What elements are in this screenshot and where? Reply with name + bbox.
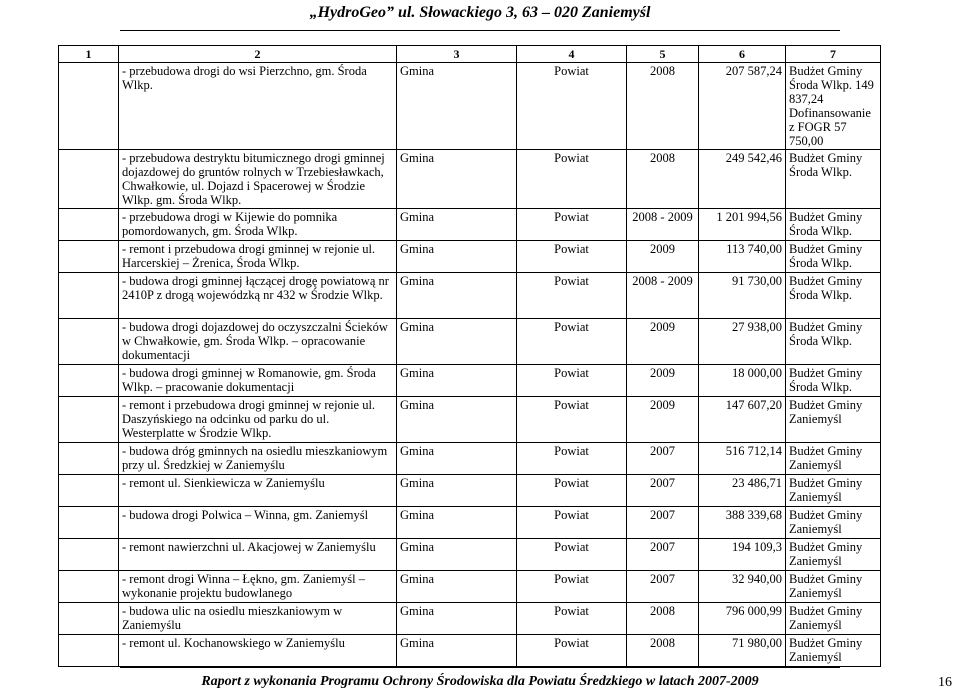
table-cell-num — [59, 150, 119, 209]
table-cell-num — [59, 571, 119, 603]
table-cell-year: 2007 — [627, 475, 699, 507]
table-cell-inv: Gmina — [397, 539, 517, 571]
table-cell-cost: 249 542,46 — [699, 150, 786, 209]
header-rule — [120, 30, 840, 31]
table-cell-desc: - budowa drogi dojazdowej do oczyszczalni Ścieków w Chwałkowie, gm. Środa Wlkp. – opracowanie dokumentacji — [119, 319, 397, 365]
table-cell-fund: Budżet Gminy Środa Wlkp. — [786, 365, 881, 397]
table-row — [59, 365, 881, 397]
table-cell-inv: Gmina — [397, 507, 517, 539]
table-row — [59, 539, 881, 571]
table-cell-inv: Gmina — [397, 241, 517, 273]
table-cell-cost: 194 109,3 — [699, 539, 786, 571]
table-row — [59, 63, 881, 150]
table-cell-cost: 91 730,00 — [699, 273, 786, 319]
table-cell-fund: Budżet Gminy Zaniemyśl — [786, 571, 881, 603]
table-cell-year: 2009 — [627, 365, 699, 397]
table-cell-num — [59, 539, 119, 571]
table-row — [59, 150, 881, 209]
table-cell-inv: Gmina — [397, 397, 517, 443]
table-cell-cost: 1 201 994,56 — [699, 209, 786, 241]
table-cell-exec: Powiat — [517, 571, 627, 603]
table-cell-exec: Powiat — [517, 241, 627, 273]
table-row — [59, 319, 881, 365]
table-cell-fund: Budżet Gminy Zaniemyśl — [786, 635, 881, 667]
table-row — [59, 603, 881, 635]
table-row — [59, 209, 881, 241]
table-cell-desc: - przebudowa drogi do wsi Pierzchno, gm. Środa Wlkp. — [119, 63, 397, 150]
table-cell-inv: Gmina — [397, 443, 517, 475]
table-cell-num — [59, 365, 119, 397]
table-cell-cost: 18 000,00 — [699, 365, 786, 397]
table-cell-desc: - remont ul. Sienkiewicza w Zaniemyślu — [119, 475, 397, 507]
table-cell-inv: Gmina — [397, 150, 517, 209]
table-cell-desc: - remont i przebudowa drogi gminnej w rejonie ul. Daszyńskiego na odcinku od parku do ul. Westerplatte w Środzie Wlkp. — [119, 397, 397, 443]
table-cell-year: 2007 — [627, 507, 699, 539]
table-cell-desc: - przebudowa destryktu bitumicznego drogi gminnej dojazdowej do gruntów rolnych w Trzebiesławkach, Chwałkowie, ul. Dojazd i Spacerowej w Środzie Wlkp. gm. Środa Wlkp. — [119, 150, 397, 209]
table-cell-year: 2007 — [627, 571, 699, 603]
table-cell-cost: 796 000,99 — [699, 603, 786, 635]
table-cell-exec: Powiat — [517, 319, 627, 365]
table-row — [59, 507, 881, 539]
footer-rule — [120, 667, 840, 668]
column-header: 5 — [627, 46, 699, 63]
table-cell-inv: Gmina — [397, 209, 517, 241]
column-header: 3 — [397, 46, 517, 63]
table-cell-year: 2008 — [627, 635, 699, 667]
table-cell-fund: Budżet Gminy Środa Wlkp. — [786, 241, 881, 273]
table-cell-fund: Budżet Gminy Środa Wlkp. — [786, 209, 881, 241]
table-row — [59, 475, 881, 507]
table-cell-cost: 207 587,24 — [699, 63, 786, 150]
table-cell-exec: Powiat — [517, 539, 627, 571]
table-cell-year: 2008 - 2009 — [627, 209, 699, 241]
table-row — [59, 273, 881, 319]
table-cell-exec: Powiat — [517, 603, 627, 635]
table-cell-fund: Budżet Gminy Zaniemyśl — [786, 603, 881, 635]
table-cell-cost: 388 339,68 — [699, 507, 786, 539]
table-cell-cost: 71 980,00 — [699, 635, 786, 667]
table-cell-exec: Powiat — [517, 273, 627, 319]
table-cell-inv: Gmina — [397, 603, 517, 635]
table-cell-year: 2008 — [627, 603, 699, 635]
table-cell-num — [59, 475, 119, 507]
table-row — [59, 241, 881, 273]
table-cell-exec: Powiat — [517, 209, 627, 241]
table-header-row — [59, 46, 881, 63]
table-cell-cost: 27 938,00 — [699, 319, 786, 365]
table-cell-num — [59, 209, 119, 241]
table-cell-desc: - remont drogi Winna – Łękno, gm. Zaniemyśl – wykonanie projektu budowlanego — [119, 571, 397, 603]
table-cell-num — [59, 319, 119, 365]
table-cell-exec: Powiat — [517, 397, 627, 443]
table-cell-num — [59, 635, 119, 667]
table-cell-num — [59, 507, 119, 539]
column-header: 2 — [119, 46, 397, 63]
page-header: „HydroGeo” ul. Słowackiego 3, 63 – 020 Zaniemyśl — [309, 4, 651, 21]
table-cell-exec: Powiat — [517, 443, 627, 475]
table-cell-desc: - remont i przebudowa drogi gminnej w rejonie ul. Harcerskiej – Żrenica, Środa Wlkp. — [119, 241, 397, 273]
column-header: 1 — [59, 46, 119, 63]
table-cell-desc: - remont nawierzchni ul. Akacjowej w Zaniemyślu — [119, 539, 397, 571]
table-cell-year: 2009 — [627, 319, 699, 365]
table-cell-desc: - budowa drogi gminnej łączącej drogę powiatową nr 2410P z drogą wojewódzką nr 432 w Środzie Wlkp. — [119, 273, 397, 319]
table-cell-inv: Gmina — [397, 273, 517, 319]
table-cell-cost: 113 740,00 — [699, 241, 786, 273]
table-cell-inv: Gmina — [397, 571, 517, 603]
table-row — [59, 397, 881, 443]
table-cell-fund: Budżet Gminy Środa Wlkp. — [786, 273, 881, 319]
table-cell-exec: Powiat — [517, 365, 627, 397]
table-cell-year: 2008 — [627, 150, 699, 209]
table-cell-fund: Budżet Gminy Zaniemyśl — [786, 443, 881, 475]
table-row — [59, 443, 881, 475]
table-cell-cost: 32 940,00 — [699, 571, 786, 603]
table-cell-year: 2009 — [627, 241, 699, 273]
table-cell-num — [59, 443, 119, 475]
column-header: 4 — [517, 46, 627, 63]
table-row — [59, 635, 881, 667]
table-cell-exec: Powiat — [517, 507, 627, 539]
column-header: 6 — [699, 46, 786, 63]
table-cell-num — [59, 397, 119, 443]
page-footer: Raport z wykonania Programu Ochrony Środowiska dla Powiatu Średzkiego w latach 2007-2009 — [201, 674, 759, 689]
table-cell-inv: Gmina — [397, 63, 517, 150]
table-cell-exec: Powiat — [517, 475, 627, 507]
table-cell-fund: Budżet Gminy Zaniemyśl — [786, 397, 881, 443]
table-cell-year: 2007 — [627, 443, 699, 475]
table-cell-inv: Gmina — [397, 365, 517, 397]
table-cell-desc: - remont ul. Kochanowskiego w Zaniemyślu — [119, 635, 397, 667]
table-cell-fund: Budżet Gminy Zaniemyśl — [786, 475, 881, 507]
table-cell-exec: Powiat — [517, 63, 627, 150]
table-cell-num — [59, 273, 119, 319]
page-number: 16 — [938, 675, 952, 690]
table-cell-exec: Powiat — [517, 635, 627, 667]
table-cell-desc: - budowa ulic na osiedlu mieszkaniowym w Zaniemyślu — [119, 603, 397, 635]
table-cell-cost: 147 607,20 — [699, 397, 786, 443]
table-cell-inv: Gmina — [397, 475, 517, 507]
table-cell-num — [59, 241, 119, 273]
table-cell-desc: - budowa drogi gminnej w Romanowie, gm. Środa Wlkp. – pracowanie dokumentacji — [119, 365, 397, 397]
table-cell-inv: Gmina — [397, 319, 517, 365]
table-cell-year: 2008 - 2009 — [627, 273, 699, 319]
table-cell-num — [59, 603, 119, 635]
table-cell-year: 2008 — [627, 63, 699, 150]
table-cell-fund: Budżet Gminy Zaniemyśl — [786, 539, 881, 571]
table-cell-fund: Budżet Gminy Zaniemyśl — [786, 507, 881, 539]
table-row — [59, 571, 881, 603]
table-cell-exec: Powiat — [517, 150, 627, 209]
table-cell-year: 2009 — [627, 397, 699, 443]
investments-table — [58, 45, 881, 667]
table-cell-desc: - przebudowa drogi w Kijewie do pomnika pomordowanych, gm. Środa Wlkp. — [119, 209, 397, 241]
table-cell-desc: - budowa dróg gminnych na osiedlu mieszkaniowym przy ul. Średzkiej w Zaniemyślu — [119, 443, 397, 475]
table-cell-fund: Budżet Gminy Środa Wlkp. — [786, 319, 881, 365]
table-cell-num — [59, 63, 119, 150]
table-cell-fund: Budżet Gminy Środa Wlkp. — [786, 150, 881, 209]
table-cell-inv: Gmina — [397, 635, 517, 667]
table-cell-desc: - budowa drogi Polwica – Winna, gm. Zaniemyśl — [119, 507, 397, 539]
table-cell-fund: Budżet Gminy Środa Wlkp. 149 837,24 Dofinansowanie z FOGR 57 750,00 — [786, 63, 881, 150]
table-cell-cost: 23 486,71 — [699, 475, 786, 507]
table-cell-year: 2007 — [627, 539, 699, 571]
column-header: 7 — [786, 46, 881, 63]
table-cell-cost: 516 712,14 — [699, 443, 786, 475]
